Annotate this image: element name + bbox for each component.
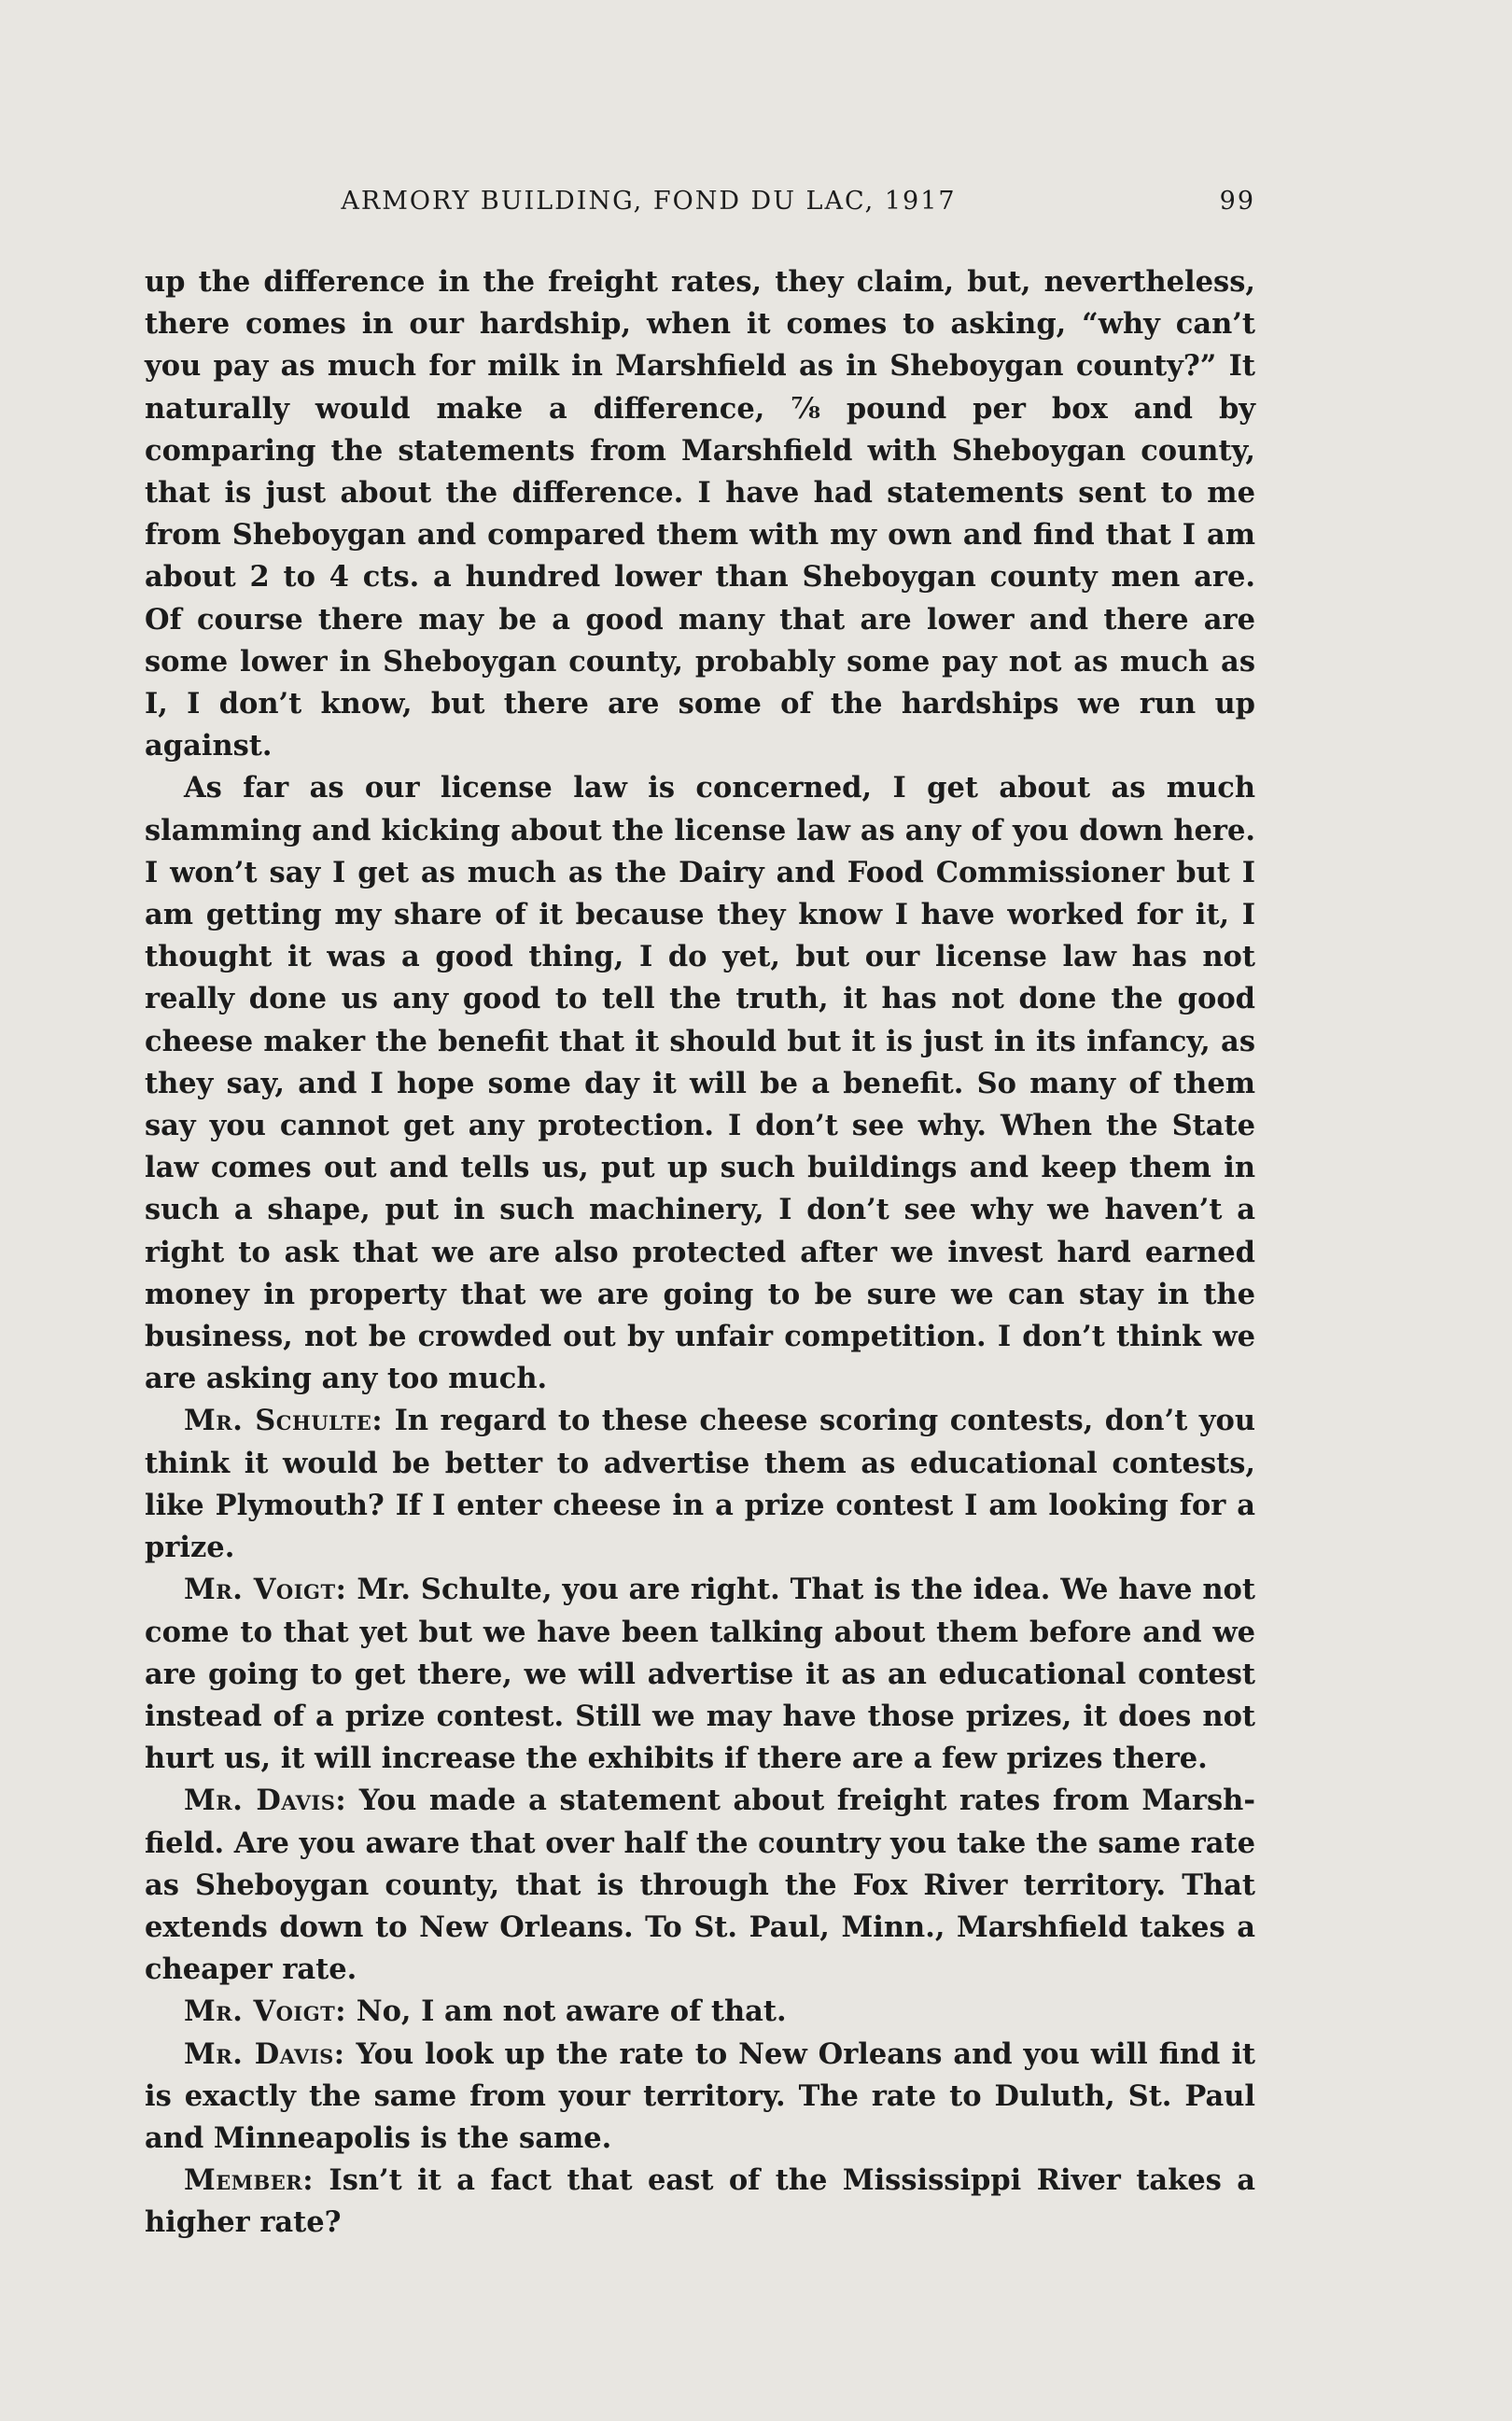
paragraph-text: In regard to these cheese scoring contests, don’t you think it would be better to advertise them as educational contests, like Plymouth? If I enter cheese in a prize contest I am looking for a prize. — [145, 1404, 1255, 1565]
speaker-label: Mr. Voigt: — [184, 1994, 347, 2029]
paragraph-text: Mr. Schulte, you are right. That is the idea. We have not come to that yet but we have been talking about them before and we are going to get there, we will advertise it as an educational contest instead of a prize contest. Still we may have those prizes, it does not hurt us, it will increase the exhibits if there are a few prizes there. — [145, 1573, 1255, 1776]
paragraph-text: No, I am not aware of that. — [356, 1994, 787, 2029]
paragraph-text: up the difference in the freight rates, they claim, but, nevertheless, there comes in our hardship, when it comes to asking, “why can’t you pay as much for milk in Marshfield as in Sheboygan county?” It naturally would make a difference, ⅞ pound per box and by comparing the statements from Marshfield with Sheboygan county, that is just about the difference. I have had statements sent to me from Shebоygan and compared them with my own and find that I am about 2 to 4 cts. a hundred lower than Sheboygan county men are. Of course there may be a good many that are lower and there are some lower in Sheboygan county, probably some pay not as much as I, I don’t know, but there are some of the hardships we run up against. — [145, 265, 1255, 763]
speaker-label: Mr. Schulte: — [184, 1404, 384, 1438]
body-text — [145, 261, 1255, 2245]
paragraph-text: As far as our license law is concerned, I get about as much slamming and kicking about the license law as any of you down here. I won’t say I get as much as the Dairy and Food Commissioner but I am getting my share of it because they know I have worked for it, I thought it was a good thing, I do yet, but our license law has not really done us any good to tell the truth, it has not done the good cheese maker the benefit that it should but it is just in its infancy, as they say, and I hope some day it will be a benefit. So many of them say you cannot get any protection. I don’t see why. When the State law comes out and tells us, put up such buildings and keep them in such a shape, put in such machinery, I don’t see why we haven’t a right to ask that we are also protected after we invest hard earned money in property that we are going to be sure we can stay in the business, not be crowded out by unfair competition. I don’t think we are asking any too much. — [145, 771, 1255, 1396]
paragraph — [145, 767, 1255, 1400]
speaker-label: Mr. Voigt: — [184, 1573, 347, 1607]
paragraph-schulte — [145, 1400, 1255, 1569]
paragraph-davis — [145, 2034, 1255, 2161]
speaker-label: Mr. Davis: — [184, 2036, 345, 2071]
paragraph-continuation — [145, 261, 1255, 767]
speaker-label: Mr. Davis: — [184, 1784, 347, 1818]
speaker-label: Member: — [184, 2163, 314, 2198]
paragraph-text: You made a statement about freight rates from Marshfield. Are you aware that over half the country you take the same rate as Sheboygan county, that is through the Fox River territory. That extends down to New Orleans. To St. Paul, Minn., Marshfield takes a cheaper rate. — [145, 1784, 1255, 1987]
running-title: ARMORY BUILDING, FOND DU LAC, 1917 — [341, 187, 957, 216]
paragraph-voigt — [145, 1991, 1255, 2033]
running-header — [145, 187, 1255, 224]
paragraph-davis — [145, 1780, 1255, 1991]
paragraph-voigt — [145, 1569, 1255, 1780]
paragraph-member — [145, 2160, 1255, 2244]
paragraph-text: You look up the rate to New Orleans and you will find it is exactly the same from your territory. The rate to Duluth, St. Paul and Minneapolis is the same. — [145, 2036, 1255, 2155]
page-number: 99 — [1219, 187, 1255, 216]
paragraph-text: Isn’t it a fact that east of the Mississippi River takes a higher rate? — [145, 2163, 1256, 2240]
